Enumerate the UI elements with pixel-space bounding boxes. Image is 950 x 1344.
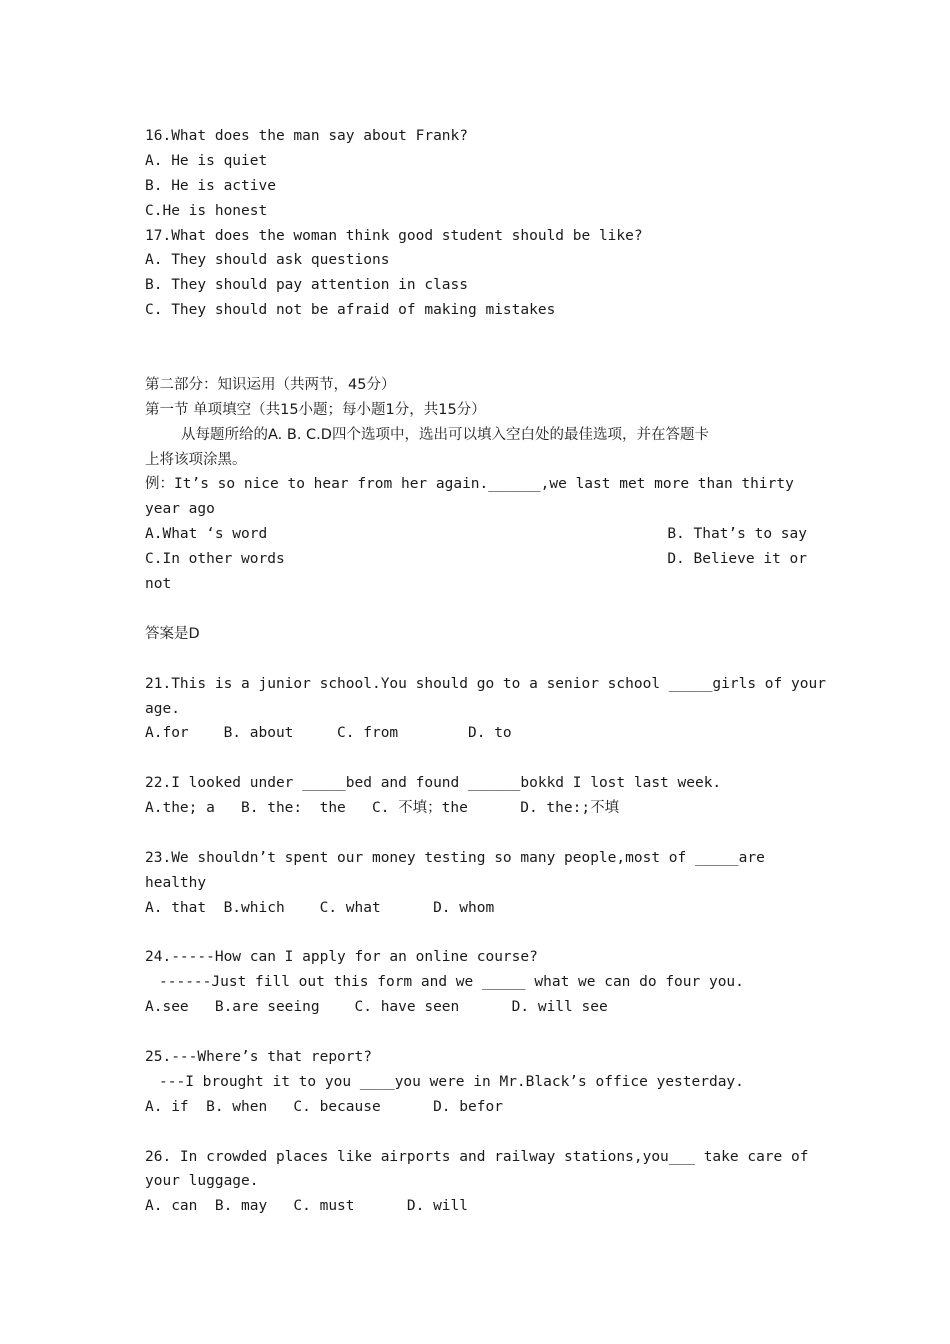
example-stem-line-1: 例：It’s so nice to hear from her again.______,we last met more than thirty (145, 476, 794, 493)
q16-option-b: B. He is active (145, 177, 276, 194)
q26-stem-line-1: 26. In crowded places like airports and railway stations,you___ take care of (145, 1148, 809, 1165)
spacer (145, 746, 807, 771)
document-page (145, 124, 826, 1219)
q17-option-c: C. They should not be afraid of making mistakes (145, 302, 556, 319)
q21-stem-line-1: 21.This is a junior school.You should go to a senior school _____girls of your (145, 675, 826, 692)
spacer (145, 323, 807, 373)
spacer (145, 647, 807, 672)
q24-stem: 24.-----How can I apply for an online course? (145, 949, 538, 966)
example-stem-line-2: year ago (145, 501, 215, 518)
q21-options: A.for B. about C. from D. to (145, 725, 512, 742)
q23-stem-line-1: 23.We shouldn’t spent our money testing so many people,most of _____are (145, 849, 765, 866)
q22-stem: 22.I looked under _____bed and found ______bokkd I lost last week. (145, 775, 722, 792)
q22-options: A.the; a B. the: the C. 不填；the D. the:;不填 (145, 800, 620, 817)
spacer (145, 921, 807, 946)
q23-options: A. that B.which C. what D. whom (145, 899, 495, 916)
q25-options: A. if B. when C. because D. befor (145, 1098, 503, 1115)
example-option-d: D. Believe it or (667, 551, 807, 568)
q17-option-a: A. They should ask questions (145, 252, 390, 269)
example-answer: 答案是D (145, 625, 200, 642)
spacer (145, 597, 807, 622)
q17-option-b: B. They should pay attention in class (145, 277, 469, 294)
q23-stem-line-2: healthy (145, 874, 207, 891)
instructions-line-2: 上将该项涂黑。 (145, 451, 247, 468)
instructions-line-1: 从每题所给的A. B. C.D四个选项中，选出可以填入空白处的最佳选项，并在答题卡 (181, 426, 709, 443)
spacer (145, 1120, 807, 1145)
part2-heading: 第二部分：知识运用（共两节，45分） (145, 376, 396, 393)
q25-reply: ---I brought it to you ____you were in Mr.Black’s office yesterday. (159, 1073, 744, 1090)
example-options-row-1 (145, 522, 807, 547)
example-option-b: B. That’s to say (667, 526, 807, 543)
example-option-a: A.What ‘s word (145, 526, 268, 543)
section-heading: 第一节 单项填空（共15小题；每小题1分，共15分） (145, 401, 486, 418)
q24-reply: ------Just fill out this form and we _____ what we can do four you. (159, 974, 744, 991)
q21-stem-line-2: age. (145, 700, 180, 717)
q16-stem: 16.What does the man say about Frank? (145, 128, 469, 144)
example-options-row-2 (145, 547, 807, 572)
q24-options: A.see B.are seeing C. have seen D. will see (145, 999, 608, 1016)
example-option-d-continued: not (145, 576, 172, 593)
q16-option-a: A. He is quiet (145, 152, 268, 169)
example-option-c: C.In other words (145, 551, 285, 568)
q17-stem: 17.What does the woman think good student should be like? (145, 227, 643, 244)
q26-options: A. can B. may C. must D. will (145, 1198, 469, 1215)
spacer (145, 821, 807, 846)
spacer (145, 1020, 807, 1045)
q16-option-c: C.He is honest (145, 202, 268, 219)
q25-stem: 25.---Where’s that report? (145, 1048, 372, 1065)
q26-stem-line-2: your luggage. (145, 1173, 259, 1190)
